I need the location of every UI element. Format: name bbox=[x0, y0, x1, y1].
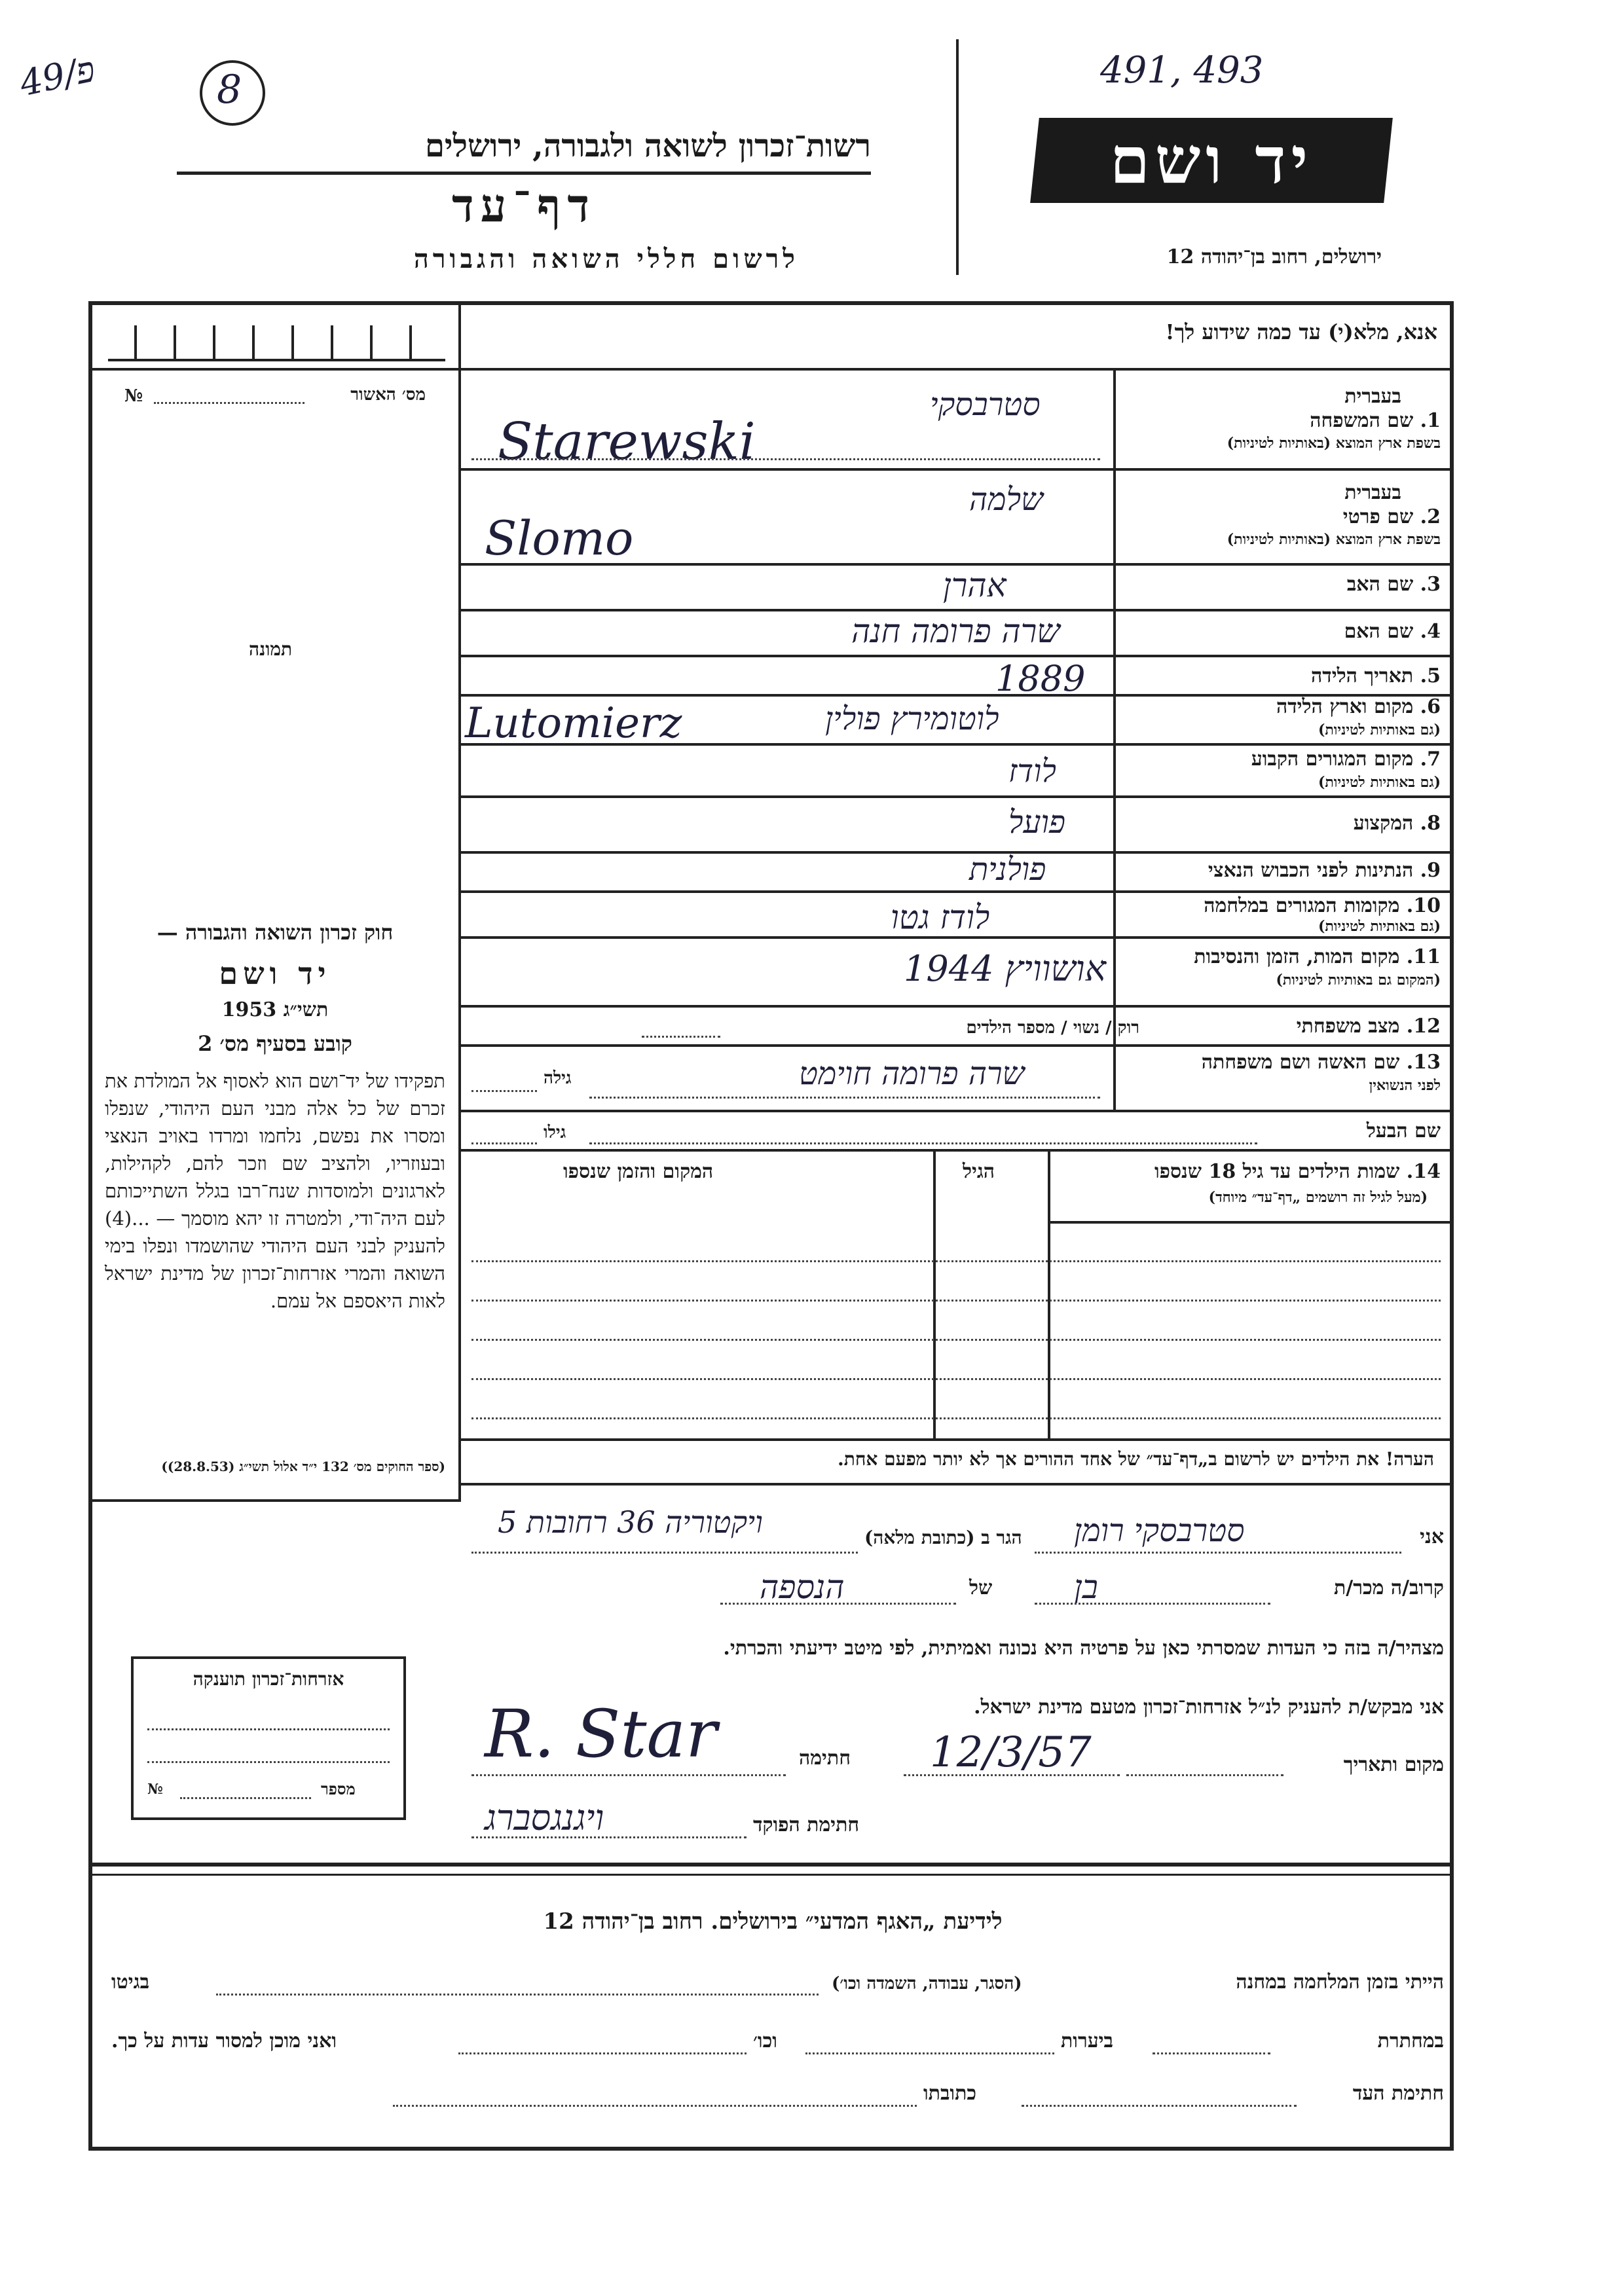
law-clause: קובע בסעיף מס׳ 2 bbox=[198, 1031, 352, 1056]
children-note: (מעל לגיל זה רושמים „דף־עד״ מיוחד) bbox=[1208, 1189, 1428, 1206]
row-line-15 bbox=[458, 1149, 1454, 1152]
official-signature-value: ויגנגסברג bbox=[485, 1797, 604, 1838]
signature-line bbox=[471, 1774, 786, 1776]
of-line bbox=[720, 1603, 956, 1605]
husband-label: שם הבעל bbox=[1366, 1120, 1441, 1142]
field-12-line bbox=[642, 1036, 720, 1038]
field-6-note: (גם באותיות לטיניות) bbox=[1318, 721, 1441, 738]
header-address: ירושלים, רחוב בן־יהודה 12 bbox=[1166, 246, 1382, 268]
page-marks: 491, 493 bbox=[1100, 49, 1264, 92]
certificate-no-prefix: № bbox=[147, 1781, 163, 1798]
children-col-1 bbox=[933, 1150, 936, 1438]
children-label: 14. שמות הילדים עד גיל 18 שנספו bbox=[1154, 1160, 1441, 1183]
field-11-note: (המקום גם באותיות לטיניות) bbox=[1276, 972, 1441, 989]
certificate-number-label: מספר bbox=[321, 1779, 356, 1798]
official-signature-line bbox=[471, 1836, 747, 1838]
row-line-11 bbox=[458, 936, 1454, 939]
field-4-label: 4. שם האם bbox=[1344, 620, 1441, 643]
husband-age-label: גילו bbox=[544, 1123, 566, 1142]
footer-forests-line bbox=[805, 2052, 1054, 2054]
certificate-number-line bbox=[180, 1797, 311, 1799]
field-2-value-he: שלמה bbox=[969, 481, 1044, 518]
field-13-note: לפני הנשואין bbox=[1369, 1077, 1441, 1094]
row-line-13 bbox=[458, 1044, 1454, 1047]
field-2-value-lat: Slomo bbox=[485, 511, 634, 566]
form-subtitle: לרשום חללי השואה והגבורה bbox=[413, 244, 799, 274]
declaration-address-value: ויקטוריה 36 רחובות 5 bbox=[498, 1504, 763, 1540]
law-title: חוק זכרון השואה והגבורה — bbox=[157, 920, 394, 945]
field-8-value: פועל bbox=[1008, 804, 1066, 841]
field-7-value: לודז bbox=[1008, 753, 1056, 790]
law-name: יד ושם bbox=[219, 956, 331, 991]
field-10-label: 10. מקומות המגורים במלחמה bbox=[1204, 894, 1441, 917]
field-3-value: אהרן bbox=[943, 566, 1006, 604]
children-row-1 bbox=[471, 1260, 1441, 1262]
institution-underline bbox=[177, 172, 871, 175]
instruction: אנא, מלא(י) עד כמה שידוע לך! bbox=[1165, 319, 1437, 344]
signature-label: חתימה bbox=[799, 1747, 851, 1770]
declaration-address-label: הגר ב (כתובת מלאה) bbox=[864, 1527, 1022, 1548]
note-text: הערה! את הילדים יש לרשום ב„דף־עד״ של אחד ההורים אך לא יותר מפעם אחת. bbox=[838, 1448, 1434, 1470]
left-column-top-line bbox=[92, 368, 458, 371]
place-date-line bbox=[1126, 1774, 1283, 1776]
wife-age-line bbox=[471, 1090, 537, 1092]
husband-age-line bbox=[471, 1142, 537, 1144]
code-boxes bbox=[108, 325, 445, 361]
footer-ghetto-label: בגיטו bbox=[111, 1971, 150, 1994]
declaration-request: אני מבקש/ת להעניק לנ״ל אזרחות־זכרון מטעם מדינת ישראל. bbox=[974, 1696, 1444, 1719]
note-bottom-line bbox=[458, 1483, 1454, 1485]
children-row-4 bbox=[471, 1378, 1441, 1380]
field-5-value: 1889 bbox=[995, 658, 1086, 699]
header-divider bbox=[956, 39, 959, 275]
footer-etc-line bbox=[458, 2052, 747, 2054]
field-2-note: בשפת ארץ המוצא (באותיות לטיניות) bbox=[1227, 531, 1441, 548]
law-body: תפקידו של יד־ושם הוא לאסוף אל המולדת את זכרם של כל אלה מבני העם היהודי, שנפלו ומסרו את נפשם, נלחמו ומרדו באויב הנאצי ובעוזריו, ולהציב שם וזכר להם, לקהילות, לארגונים ולמוסדות שנח־רבו בגלל השתייכותם לעם היה־ודי, ולמטרה זו יהא מוסמך — ...(4) להעניק לבני העם היהודי שהושמדו ונפלו בימי השואה והמרי אזרחות־זכרון של מדינת ישראל לאות היאספם אל עמם. bbox=[105, 1070, 445, 1312]
field-13-value: שרה פרומה חוימט bbox=[799, 1055, 1025, 1092]
footer-underground-line bbox=[1153, 2052, 1270, 2054]
field-10-value: לודז גטו bbox=[891, 898, 990, 936]
top-row-divider bbox=[458, 301, 461, 1499]
footer-testimony-label: ואני מוכן למסור עדות על כך. bbox=[111, 2030, 337, 2052]
footer-witness-signature-label: חתימת העד bbox=[1352, 2082, 1444, 2105]
logo-text: יד ושם bbox=[1109, 123, 1314, 198]
footer-address-line bbox=[393, 2105, 917, 2107]
footer-underground-label: במחתרת bbox=[1377, 2030, 1444, 2052]
field-9-label: 9. הנתינות לפני הכבוש הנאצי bbox=[1208, 859, 1441, 882]
row-line-4 bbox=[458, 609, 1454, 611]
field-11-label: 11. מקום המות, הזמן והנסיבות bbox=[1194, 945, 1441, 968]
certificate-line-2 bbox=[147, 1761, 390, 1763]
field-8-label: 8. המקצוע bbox=[1353, 812, 1441, 835]
certificate-line-1 bbox=[147, 1728, 390, 1730]
hebrew-heading-2: בעברית bbox=[1344, 481, 1401, 504]
archive-number: 8 bbox=[217, 67, 242, 113]
field-13-label: 13. שם האשה ושם משפחתה bbox=[1201, 1051, 1441, 1074]
field-12-options: רוק / נשוי / מספר הילדים bbox=[966, 1018, 1139, 1038]
left-column-bottom-line bbox=[92, 1499, 461, 1502]
form-title: דף־עד bbox=[451, 178, 596, 232]
instruction-underline bbox=[458, 368, 1454, 371]
row-line-8 bbox=[458, 795, 1454, 798]
of-value: הנספה bbox=[760, 1568, 845, 1606]
label-column-line bbox=[1113, 370, 1116, 1110]
row-line-9 bbox=[458, 851, 1454, 854]
footer-forests-label: ביערות bbox=[1061, 2030, 1114, 2052]
row-line-10 bbox=[458, 890, 1454, 893]
field-9-value: פולנית bbox=[969, 851, 1046, 888]
children-header-line bbox=[1048, 1221, 1454, 1224]
date-line bbox=[904, 1774, 1120, 1776]
field-1-note: בשפת ארץ המוצא (באותיות לטיניות) bbox=[1227, 435, 1441, 452]
field-2-label: 2. שם פרטי bbox=[1342, 505, 1441, 528]
footer-heading: לידיעת „האגף המדעי״ בירושלים. רחוב בן־יהודה 12 bbox=[543, 1908, 1003, 1935]
relation-value: בן bbox=[1074, 1568, 1098, 1606]
field-6-value-lat: Lutomierz bbox=[465, 699, 682, 748]
relation-label: קרוב/ה מכר/ת bbox=[1333, 1576, 1444, 1599]
field-12-label: 12. מצב משפחתי bbox=[1296, 1015, 1441, 1038]
law-reference: (ספר החוקים מס׳ 132 י״ד אלול תשי״ג (28.8.53)) bbox=[161, 1459, 445, 1474]
hebrew-heading-1: בעברית bbox=[1344, 385, 1401, 408]
footer-witness-line bbox=[1022, 2105, 1297, 2107]
wife-age-label: גילה bbox=[544, 1068, 572, 1088]
row-line-5 bbox=[458, 655, 1454, 657]
field-7-note: (גם באותיות לטיניות) bbox=[1318, 774, 1441, 791]
signature-value: R. Star bbox=[485, 1696, 717, 1772]
photo-label: תמונה bbox=[249, 638, 293, 660]
children-age-header: הגיל bbox=[963, 1160, 995, 1183]
official-signature-label: חתימת הפוקד bbox=[753, 1813, 860, 1836]
law-year: תשי״ג 1953 bbox=[221, 998, 329, 1021]
place-date-label: מקום ותאריך bbox=[1343, 1753, 1444, 1776]
field-10-note: (גם באותיות לטיניות) bbox=[1318, 918, 1441, 935]
declaration-i-value: סטרבסקי רומן bbox=[1074, 1512, 1245, 1549]
of-label: של bbox=[969, 1576, 993, 1599]
field-7-label: 7. מקום המגורים הקבוע bbox=[1251, 748, 1441, 771]
field-6-value-he: לוטומירץ פולין bbox=[825, 701, 999, 737]
approval-no-prefix: № bbox=[124, 386, 143, 406]
row-line-12 bbox=[458, 1005, 1454, 1008]
row-line-14 bbox=[458, 1110, 1454, 1112]
approval-no-line bbox=[154, 402, 304, 404]
field-1-line bbox=[471, 458, 1100, 460]
children-row-2 bbox=[471, 1300, 1441, 1302]
field-1-value-he: סטרבסקי bbox=[930, 386, 1041, 423]
footer-etc-label: וכו׳ bbox=[753, 2030, 777, 2052]
field-11-value: אושוויץ 1944 bbox=[904, 948, 1106, 989]
field-5-label: 5. תאריך הלידה bbox=[1311, 665, 1441, 687]
footer-address-label: כתובתו bbox=[923, 2082, 977, 2105]
children-place-header: המקום והזמן שנספו bbox=[563, 1160, 714, 1183]
field-1-label: 1. שם המשפחה bbox=[1310, 409, 1441, 432]
husband-name-line bbox=[589, 1142, 1257, 1144]
date-value: 12/3/57 bbox=[930, 1728, 1092, 1777]
footer-camp-line bbox=[216, 1994, 819, 1995]
certificate-title: אזרחות־זכרון תוענקה bbox=[193, 1668, 344, 1690]
declaration-i-label: אני bbox=[1420, 1525, 1444, 1548]
field-6-label: 6. מקום וארץ הלידה bbox=[1276, 695, 1441, 718]
footer-camp-label: הייתי בזמן המלחמה במחנה bbox=[1236, 1971, 1444, 1994]
side-note: פ/49 bbox=[16, 48, 99, 105]
relation-line bbox=[1035, 1603, 1270, 1605]
footer-line-1 bbox=[92, 1863, 1454, 1867]
footer-line-2 bbox=[92, 1874, 1454, 1876]
field-3-label: 3. שם האב bbox=[1346, 573, 1441, 596]
institution-name: רשות־זכרון לשואה ולגבורה, ירושלים bbox=[424, 128, 871, 164]
wife-name-line bbox=[589, 1097, 1100, 1099]
field-1-value-lat: Starewski bbox=[498, 412, 756, 471]
field-4-value: שרה פרומה חנה bbox=[851, 612, 1060, 650]
approval-label: מס׳ האשור bbox=[350, 385, 426, 405]
declaration-address-line bbox=[471, 1552, 858, 1554]
note-top-line bbox=[458, 1438, 1454, 1441]
children-row-5 bbox=[471, 1417, 1441, 1419]
footer-camp-types: (הסגר, עבודה, השמדה וכו׳) bbox=[832, 1974, 1022, 1994]
declaration-i-line bbox=[1035, 1552, 1401, 1554]
children-col-2 bbox=[1048, 1150, 1050, 1438]
children-row-3 bbox=[471, 1339, 1441, 1341]
declaration-statement: מצהיר/ה בזה כי העדות שמסרתי כאן על פרטיה היא נכונה ואמיתית, לפי מיטב ידיעתי והכרתי. bbox=[723, 1637, 1444, 1660]
